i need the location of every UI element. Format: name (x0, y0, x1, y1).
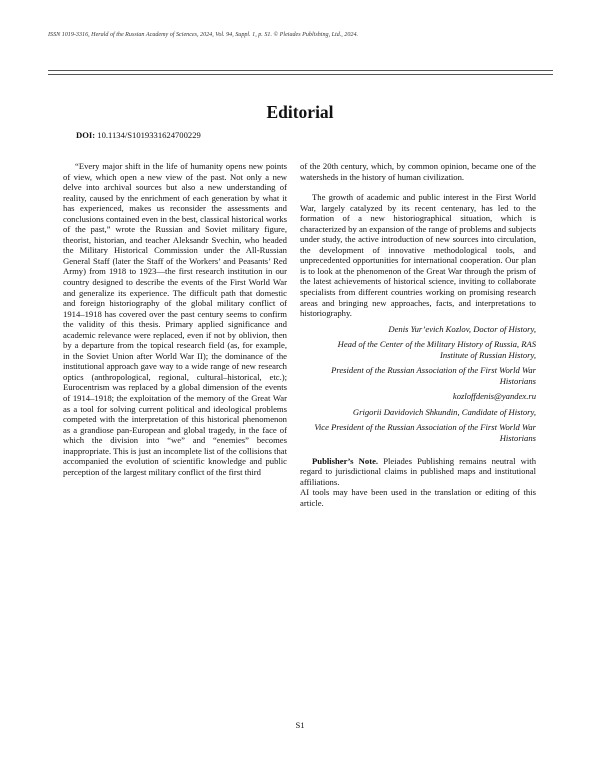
author1-name: Denis Yur’evich Kozlov, Doctor of History, (388, 323, 536, 334)
author2-role: Vice President of the Russian Association of the First World War Historians (314, 422, 536, 444)
left-column (63, 161, 287, 477)
doi-label: DOI: (76, 130, 96, 140)
body-paragraph-2: The growth of academic and public interest in the First World War, largely catalyzed by its recent centenary, has led to the formation of a new historiographical situation, which is characterized by an expansion of the range of problems and subjects under study, the active introduction of new sources into circulation, the development of innovative methodological tools, and unprecedented opportunities for international cooperation. Our plan is to look at the phenomenon of the Great War through the prism of the latest achievements of historical science, inviting to collaborate specialists from different countries working on promising research areas and bringing new approaches, facts, and interpretations to historiography. (300, 192, 536, 319)
page-number: S1 (295, 720, 305, 730)
author1-role: President of the Russian Association of the First World War Historians (331, 365, 536, 386)
publisher-note-label: Publisher’s Note. (312, 455, 379, 466)
doi-line (76, 130, 201, 140)
body-paragraph-1: “Every major shift in the life of humanity opens new points of view, which open a new view of the past. Not only a new delve into archival sources but also a new understanding of reality, caused by the enrichment of each generation by what it has experienced, makes us reconsider the assessments and conclusions contained even in the best, classical historical works of the past,” wrote the Russian and Soviet military figure, theorist, historian, and teacher Aleksandr Svechin, who headed the Military Historical Commission under the All-Russian General Staff (later the Staff of the Workers’ and Peasants’ Red Army) from 1918 to 1923—the first research institution in our country designed to describe the events of the First World War and generalize its experience. The difficult path that domestic and foreign historiography of the global military conflict of 1914–1918 has covered over the past century seems to confirm the validity of this thesis. Primary applied significance and academic relevance were replaced, even if not by oblivion, then by a departure from the topical research field (as, for example, in the Soviet Union after World War II); the dominance of the institutional approach gave way to a wide range of new research optics (anthropological, regional, cultural–historical, etc.); Eurocentrism was replaced by a global dimension of the events of 1914–1918; the exploitation of the memory of the Great War as a tool for solving current political and ideological problems competed with the interpretation of this historical phenomenon as a grandiose pan-European and global tragedy, in the face of which the division into “we” and “enemies” becomes inappropriate. This is just an incomplete list of the collisions that accompanied the evolution of scientific knowledge and public perception of the largest military conflict of the first third (63, 161, 287, 477)
journal-citation-header: ISSN 1019-3316, Herald of the Russian Academy of Sciences, 2024, Vol. 94, Suppl. 1, p. S1. © Pleiades Publishing, Ltd., 2024. (48, 32, 359, 38)
author2-name: Grigorii Davidovich Shkundin, Candidate of History, (352, 406, 536, 417)
publisher-note-text: Pleiades Publishing remains neutral with regard to jurisdictional claims in published maps and institutional affiliations. (300, 455, 537, 487)
doi-value[interactable]: 10.1134/S1019331624700229 (97, 130, 201, 140)
author1-position: Head of the Center of the Military History of Russia, RAS Institute of Russian History, (337, 339, 536, 360)
signature-block (300, 324, 536, 444)
header-rule-top (48, 70, 553, 71)
ai-tools-note: AI tools may have been used in the translation or editing of this article. (300, 487, 536, 508)
right-column (300, 161, 536, 508)
publisher-note (300, 456, 536, 488)
author1-email[interactable]: kozloffdenis@yandex.ru (452, 391, 536, 402)
header-rule-bottom (48, 74, 553, 75)
body-paragraph-1-continuation: of the 20th century, which, by common opinion, became one of the watersheds in the history of human civilization. (300, 161, 536, 182)
article-title: Editorial (266, 102, 334, 122)
